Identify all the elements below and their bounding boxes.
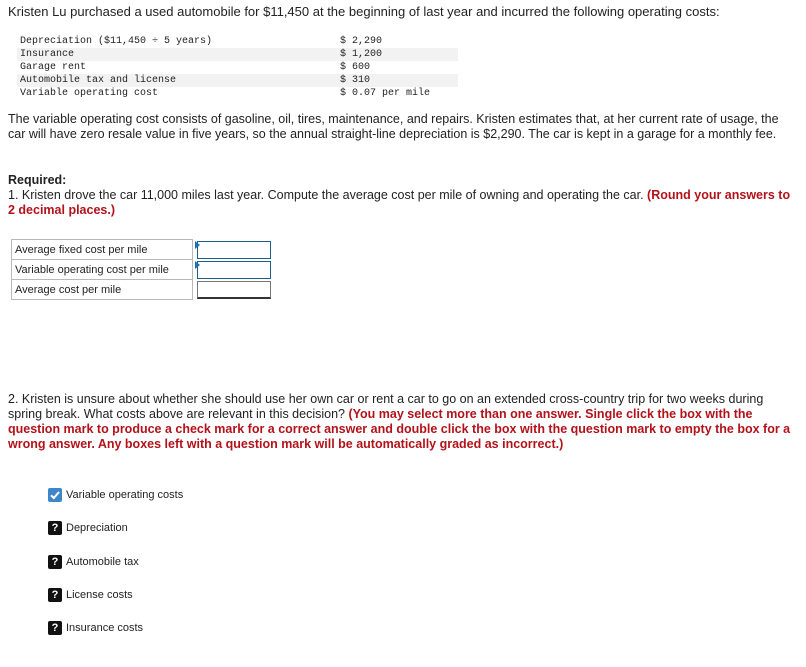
cost-amount: $ 600 <box>340 62 371 73</box>
cost-row-insurance <box>17 48 458 61</box>
option-license-costs[interactable] <box>48 587 133 603</box>
question-mark-icon[interactable]: ? <box>48 588 62 602</box>
cost-label: Insurance <box>20 49 75 60</box>
option-label: Depreciation <box>66 522 128 534</box>
cost-label: Variable operating cost <box>20 88 159 99</box>
average-cost-input[interactable] <box>197 281 271 299</box>
answer-label: Variable operating cost per mile <box>12 260 193 280</box>
answer-row <box>12 280 272 300</box>
option-label: Variable operating costs <box>66 489 184 501</box>
cost-amount: $ 0.07 per mile <box>340 88 431 99</box>
cost-amount: $ 1,200 <box>340 49 383 60</box>
cost-row-depreciation <box>17 35 458 48</box>
option-depreciation[interactable] <box>48 520 128 536</box>
question-1-text: 1. Kristen drove the car 11,000 miles last year. Compute the average cost per mile of owning and operating the car. <box>8 188 644 202</box>
answer-table <box>11 239 272 300</box>
option-label: Insurance costs <box>66 622 144 634</box>
operating-costs-table <box>17 35 458 100</box>
answer-label: Average fixed cost per mile <box>12 240 193 260</box>
cost-row-tax-license <box>17 74 458 87</box>
checkmark-icon[interactable] <box>48 488 62 502</box>
required-heading: Required: <box>8 173 67 187</box>
question-mark-icon[interactable]: ? <box>48 521 62 535</box>
question-2 <box>8 392 800 452</box>
answer-cell <box>193 280 272 300</box>
active-cell-marker-icon <box>195 241 200 249</box>
average-fixed-cost-input[interactable] <box>197 241 271 259</box>
question-1 <box>8 188 798 218</box>
cost-label: Automobile tax and license <box>20 75 177 86</box>
cost-row-variable <box>17 87 458 100</box>
option-variable-operating-costs[interactable] <box>48 487 183 503</box>
cost-amount: $ 310 <box>340 75 371 86</box>
question-2-instruction: (You may select more than one answer. Single click the box with the question mark to produce a check mark for a correct answer and double click the box with the question mark to empty the box for a wrong answer. Any boxes left with a question mark will be automatically graded as incorrect.) <box>8 407 791 451</box>
answer-label: Average cost per mile <box>12 280 193 300</box>
cost-label: Depreciation ($11,450 ÷ 5 years) <box>20 36 213 47</box>
active-cell-marker-icon <box>195 261 200 269</box>
problem-intro: Kristen Lu purchased a used automobile for $11,450 at the beginning of last year and incurred the following operating costs: <box>8 4 720 19</box>
variable-cost-input[interactable] <box>197 261 271 279</box>
answer-cell <box>193 240 272 260</box>
option-label: License costs <box>66 589 133 601</box>
answer-row <box>12 260 272 280</box>
cost-amount: $ 2,290 <box>340 36 383 47</box>
cost-label: Garage rent <box>20 62 87 73</box>
problem-paragraph: The variable operating cost consists of gasoline, oil, tires, maintenance, and repairs. Kristen estimates that, at her current rate of usage, the car will have zero resale value in five years, so the annual straight-line depreciation is $2,290. The car is kept in a garage for a monthly fee. <box>8 112 779 141</box>
option-label: Automobile tax <box>66 556 139 568</box>
question-1-instruction: (Round your answers to 2 decimal places.) <box>8 188 791 217</box>
question-mark-icon[interactable]: ? <box>48 621 62 635</box>
question-2-text: 2. Kristen is unsure about whether she should use her own car or rent a car to go on an extended cross-country trip for two weeks during spring break. What costs above are relevant in this decision? <box>8 392 764 421</box>
answer-cell <box>193 260 272 280</box>
cost-row-garage-rent <box>17 61 458 74</box>
question-mark-icon[interactable]: ? <box>48 555 62 569</box>
option-automobile-tax[interactable] <box>48 554 139 570</box>
option-insurance-costs[interactable] <box>48 620 143 636</box>
answer-row <box>12 240 272 260</box>
